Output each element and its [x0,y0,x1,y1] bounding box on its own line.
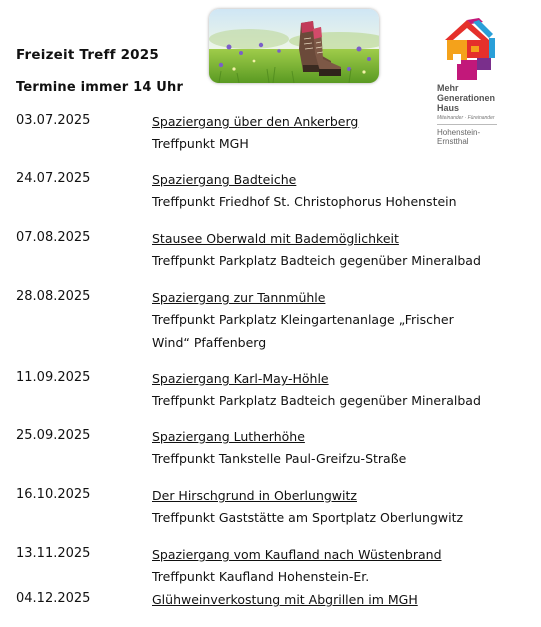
event-title: Stausee Oberwald mit Bademöglichkeit [152,231,399,246]
event-title: Der Hirschgrund in Oberlungwitz [152,488,357,503]
logo-line-generationen: Generationen [437,93,496,103]
event-meeting-point: Treffpunkt Tankstelle Paul-Greifzu-Straße [152,451,407,466]
event-date: 28.08.2025 [16,289,91,304]
page-subtitle: Termine immer 14 Uhr [16,80,184,95]
event-meeting-point: Treffpunkt Gaststätte am Sportplatz Oberlungwitz [152,510,464,525]
logo-location-2: Ernstthal [437,137,469,146]
event-date: 11.09.2025 [16,370,91,385]
event-meeting-point: Treffpunkt Parkplatz Badteich gegenüber Mineralbad [152,393,481,408]
logo-tagline: Miteinander · Füreinander [437,115,495,121]
logo-divider [437,124,497,125]
event-date: 03.07.2025 [16,113,91,128]
logo-location-1: Hohenstein- [437,128,481,137]
event-meeting-point: Treffpunkt Parkplatz Badteich gegenüber Mineralbad [152,253,481,268]
page-title: Freizeit Treff 2025 [16,47,159,63]
hiking-boots-meadow-icon [209,9,379,83]
event-meeting-point: Treffpunkt Kaufland Hohenstein-Er. [152,569,370,584]
event-date: 04.12.2025 [16,591,91,606]
event-date: 13.11.2025 [16,546,91,561]
event-date: 25.09.2025 [16,428,91,443]
event-meeting-point: Treffpunkt MGH [152,136,249,151]
logo-line-mehr: Mehr [437,83,459,93]
hiking-boots-image [209,9,379,83]
event-title: Spaziergang zur Tannmühle [152,290,326,305]
event-title: Spaziergang Badteiche [152,172,297,187]
event-date: 24.07.2025 [16,171,91,186]
event-title: Spaziergang über den Ankerberg [152,114,359,129]
event-date: 16.10.2025 [16,487,91,502]
event-meeting-point: Treffpunkt Friedhof St. Christophorus Hohenstein [152,194,457,209]
event-date: 07.08.2025 [16,230,91,245]
event-title: Spaziergang vom Kaufland nach Wüstenbrand [152,547,442,562]
colorful-house-logo-icon [437,18,537,88]
logo-line-haus: Haus [437,103,460,113]
event-title: Spaziergang Karl-May-Höhle [152,371,329,386]
event-meeting-point: Treffpunkt Parkplatz Kleingartenanlage „Frischer Wind“ Pfaffenberg [152,312,454,350]
event-title: Glühweinverkostung mit Abgrillen im MGH [152,592,418,607]
event-title: Spaziergang Lutherhöhe [152,429,305,444]
